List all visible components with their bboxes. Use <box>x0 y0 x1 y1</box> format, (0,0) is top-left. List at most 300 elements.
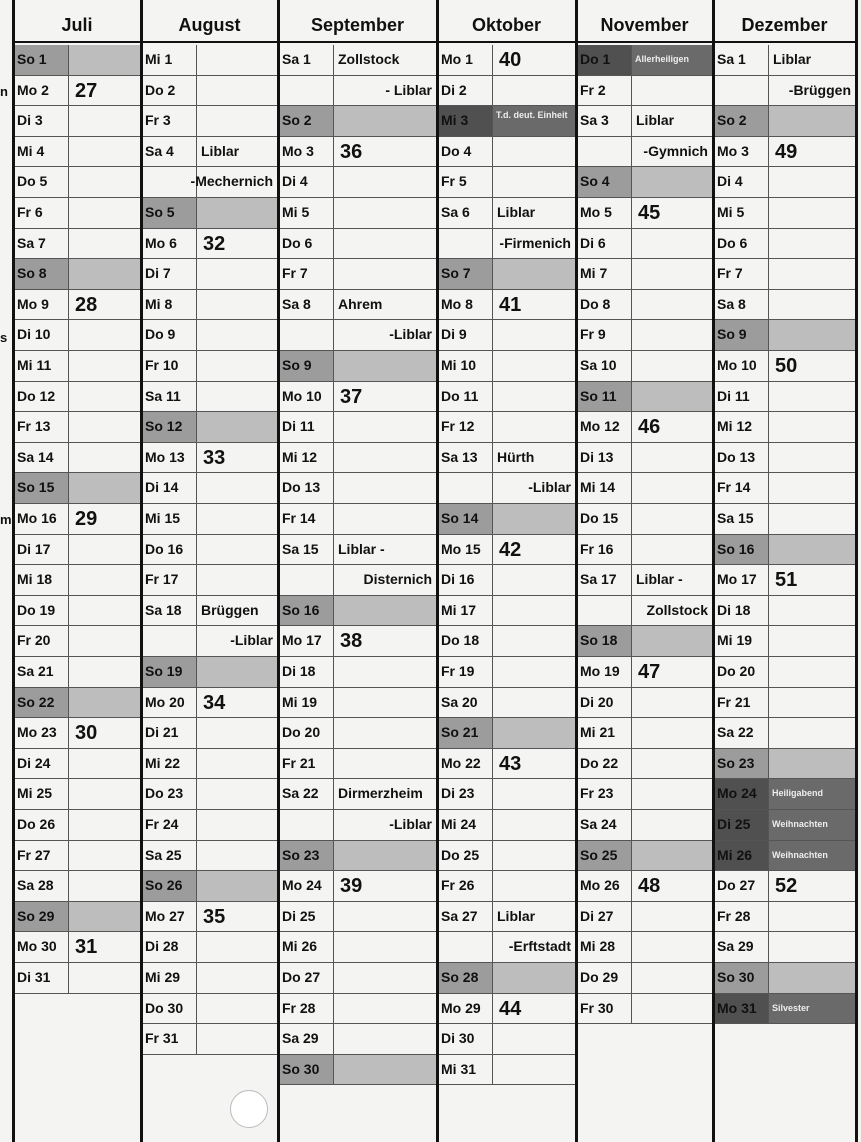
day-row <box>279 76 436 107</box>
day-label: Sa 8 <box>714 290 769 320</box>
event-note: Liblar <box>497 907 536 924</box>
day-row <box>14 443 140 474</box>
event-note <box>632 994 712 1024</box>
event-note <box>632 810 712 840</box>
day-label: So 11 <box>577 382 632 412</box>
day-row <box>714 45 855 76</box>
day-row <box>714 718 855 749</box>
day-label: Do 25 <box>438 841 493 871</box>
event-note: -Gymnich <box>643 142 708 159</box>
day-row <box>438 443 575 474</box>
day-label: Di 11 <box>714 382 769 412</box>
day-label: Fr 31 <box>142 1024 197 1054</box>
day-row <box>14 963 140 994</box>
week-number: 27 <box>75 79 98 102</box>
day-label: Mo 6 <box>142 229 197 259</box>
column-divider <box>575 0 578 1142</box>
day-label: Fr 20 <box>14 626 69 656</box>
day-label: Mi 19 <box>714 626 769 656</box>
event-note <box>493 871 575 901</box>
day-label: Di 25 <box>279 902 334 932</box>
day-label: Fr 9 <box>577 320 632 350</box>
day-row <box>438 810 575 841</box>
event-note <box>769 963 855 993</box>
day-row <box>279 932 436 963</box>
event-note <box>769 412 855 442</box>
day-row <box>438 718 575 749</box>
day-row <box>438 994 575 1025</box>
day-row <box>142 76 277 107</box>
event-note <box>197 351 277 381</box>
event-note <box>493 841 575 871</box>
day-row <box>142 749 277 780</box>
day-row <box>577 596 712 627</box>
event-note <box>69 596 140 626</box>
day-row <box>14 902 140 933</box>
day-row <box>279 412 436 443</box>
day-label: So 23 <box>279 841 334 871</box>
event-note <box>632 443 712 473</box>
day-label: Sa 29 <box>714 932 769 962</box>
day-label: Fr 21 <box>714 688 769 718</box>
day-label: So 21 <box>438 718 493 748</box>
month-column-august <box>142 0 277 1142</box>
event-note <box>334 106 436 136</box>
day-row <box>279 657 436 688</box>
event-note: Liblar <box>773 51 812 67</box>
day-label: Sa 10 <box>577 351 632 381</box>
day-label: Mi 10 <box>438 351 493 381</box>
day-label: Mo 20 <box>142 688 197 718</box>
day-label: Fr 3 <box>142 106 197 136</box>
day-label: Mi 26 <box>714 841 769 871</box>
day-row <box>142 412 277 443</box>
event-note <box>769 167 855 197</box>
event-note <box>197 320 277 350</box>
event-note <box>493 320 575 350</box>
month-header: August <box>142 7 277 43</box>
event-note <box>334 749 436 779</box>
event-note <box>632 841 712 871</box>
day-label: Fr 7 <box>279 259 334 289</box>
day-row <box>714 137 855 168</box>
day-label: Sa 15 <box>279 535 334 565</box>
week-number: 48 <box>638 875 661 898</box>
day-label: Do 26 <box>14 810 69 840</box>
event-note <box>69 259 140 289</box>
event-note <box>632 351 712 381</box>
day-row <box>279 229 436 260</box>
day-row <box>142 443 277 474</box>
day-label: Do 11 <box>438 382 493 412</box>
day-label: So 2 <box>714 106 769 136</box>
day-label: Sa 22 <box>279 779 334 809</box>
day-label: Di 6 <box>577 229 632 259</box>
event-note <box>769 320 855 350</box>
day-label: So 28 <box>438 963 493 993</box>
day-row <box>279 45 436 76</box>
month-header: Juli <box>14 7 140 43</box>
event-note <box>769 443 855 473</box>
event-note <box>69 137 140 167</box>
event-note: -Liblar <box>528 479 571 496</box>
event-note: Hürth <box>497 448 535 465</box>
event-note <box>769 504 855 534</box>
day-label: Di 10 <box>14 320 69 350</box>
event-note <box>197 963 277 993</box>
event-note <box>769 198 855 228</box>
event-note <box>632 229 712 259</box>
event-note <box>769 932 855 962</box>
month-header: Oktober <box>438 7 575 43</box>
event-note <box>493 688 575 718</box>
event-note: Liblar <box>636 112 675 129</box>
day-row <box>438 841 575 872</box>
day-row <box>14 167 140 198</box>
day-row <box>279 198 436 229</box>
day-row <box>577 565 712 596</box>
day-label: Mo 31 <box>714 994 769 1024</box>
event-note <box>769 657 855 687</box>
day-label: So 16 <box>279 596 334 626</box>
event-note <box>197 106 277 136</box>
event-note <box>769 718 855 748</box>
day-row <box>279 320 436 351</box>
event-note <box>769 902 855 932</box>
day-label: Do 23 <box>142 779 197 809</box>
day-row <box>14 718 140 749</box>
day-row <box>14 198 140 229</box>
event-note <box>493 351 575 381</box>
event-note <box>769 290 855 320</box>
event-note: Brüggen <box>201 601 259 618</box>
day-label: Fr 28 <box>279 994 334 1024</box>
day-label: Sa 20 <box>438 688 493 718</box>
day-label: So 15 <box>14 473 69 503</box>
day-row <box>279 382 436 413</box>
event-note <box>334 229 436 259</box>
day-row <box>279 779 436 810</box>
event-note <box>69 657 140 687</box>
day-row <box>142 871 277 902</box>
day-label: Do 30 <box>142 994 197 1024</box>
day-row <box>438 229 575 260</box>
day-label: So 5 <box>142 198 197 228</box>
column-divider <box>712 0 715 1142</box>
holiday-label: Allerheiligen <box>632 45 712 75</box>
event-note <box>334 351 436 381</box>
day-row <box>14 810 140 841</box>
day-label: Di 14 <box>142 473 197 503</box>
event-note <box>632 320 712 350</box>
day-row <box>577 779 712 810</box>
column-divider <box>12 0 15 1142</box>
day-label: Mo 24 <box>714 779 769 809</box>
day-row <box>438 504 575 535</box>
event-note: Disternich <box>363 571 432 588</box>
event-note <box>334 504 436 534</box>
day-label: Di 25 <box>714 810 769 840</box>
day-label: So 29 <box>14 902 69 932</box>
day-label: Sa 7 <box>14 229 69 259</box>
event-note <box>197 504 277 534</box>
day-label: Do 27 <box>279 963 334 993</box>
event-note <box>197 718 277 748</box>
day-label: Mo 15 <box>438 535 493 565</box>
event-note <box>493 412 575 442</box>
day-row <box>714 290 855 321</box>
day-label: Sa 22 <box>714 718 769 748</box>
event-note: -Mechernich <box>190 173 273 190</box>
day-label: Mo 13 <box>142 443 197 473</box>
event-note: Liblar <box>497 204 536 220</box>
event-note <box>769 259 855 289</box>
event-note <box>69 351 140 381</box>
day-label: Sa 21 <box>14 657 69 687</box>
event-note <box>334 167 436 197</box>
day-label: Do 1 <box>577 45 632 75</box>
day-label: Di 3 <box>14 106 69 136</box>
day-row <box>279 473 436 504</box>
event-note <box>493 382 575 412</box>
day-label: Di 7 <box>142 259 197 289</box>
event-note <box>197 473 277 503</box>
event-note <box>69 443 140 473</box>
event-note <box>69 320 140 350</box>
day-row <box>714 657 855 688</box>
day-row <box>14 259 140 290</box>
event-note: -Liblar <box>230 632 273 649</box>
week-number: 41 <box>499 293 522 316</box>
day-row <box>142 902 277 933</box>
holiday-label: T.d. deut. Einheit <box>493 106 575 136</box>
event-note <box>69 382 140 412</box>
day-row <box>14 596 140 627</box>
day-label: Sa 13 <box>438 443 493 473</box>
day-row <box>279 994 436 1025</box>
day-row <box>279 902 436 933</box>
day-label: Fr 2 <box>577 76 632 106</box>
day-row <box>14 382 140 413</box>
day-row <box>438 382 575 413</box>
day-row <box>279 535 436 566</box>
event-note <box>493 657 575 687</box>
day-label: Do 13 <box>279 473 334 503</box>
week-number: 38 <box>340 630 363 653</box>
day-row <box>142 779 277 810</box>
day-row <box>714 198 855 229</box>
day-row <box>438 596 575 627</box>
event-note <box>493 626 575 656</box>
day-label: Di 16 <box>438 565 493 595</box>
day-label: Di 31 <box>14 963 69 993</box>
day-label: Mo 3 <box>279 137 334 167</box>
day-row <box>14 504 140 535</box>
day-label: Mo 27 <box>142 902 197 932</box>
event-note <box>334 841 436 871</box>
event-note <box>769 626 855 656</box>
event-note <box>334 443 436 473</box>
day-row <box>714 535 855 566</box>
day-row <box>577 535 712 566</box>
event-note <box>632 626 712 656</box>
event-note <box>69 473 140 503</box>
day-row <box>577 963 712 994</box>
day-label: Mi 25 <box>14 779 69 809</box>
month-header: September <box>279 7 436 43</box>
day-label: Fr 26 <box>438 871 493 901</box>
day-label: Mi 14 <box>577 473 632 503</box>
day-row <box>438 473 575 504</box>
day-label: Mo 16 <box>14 504 69 534</box>
day-row <box>714 596 855 627</box>
day-row <box>438 565 575 596</box>
event-note <box>334 596 436 626</box>
day-label: So 26 <box>142 871 197 901</box>
week-number: 46 <box>638 416 661 439</box>
event-note <box>632 259 712 289</box>
day-label: So 12 <box>142 412 197 442</box>
day-row <box>142 810 277 841</box>
day-row <box>279 1055 436 1086</box>
event-note <box>769 535 855 565</box>
day-row <box>577 382 712 413</box>
day-label: Sa 29 <box>279 1024 334 1054</box>
day-row <box>142 994 277 1025</box>
day-row <box>714 106 855 137</box>
day-label: So 25 <box>577 841 632 871</box>
day-label: Di 20 <box>577 688 632 718</box>
day-row <box>14 626 140 657</box>
day-label: Mo 17 <box>714 565 769 595</box>
day-row <box>279 565 436 596</box>
day-label: Do 16 <box>142 535 197 565</box>
week-number: 37 <box>340 385 363 408</box>
event-note <box>334 657 436 687</box>
day-row <box>438 963 575 994</box>
week-number: 45 <box>638 202 661 224</box>
event-note <box>69 810 140 840</box>
event-note <box>197 810 277 840</box>
day-label: Mo 5 <box>577 198 632 228</box>
day-row <box>142 229 277 260</box>
event-note <box>334 994 436 1024</box>
event-note <box>69 565 140 595</box>
day-label: Mo 23 <box>14 718 69 748</box>
day-row <box>438 1055 575 1086</box>
day-label: Sa 6 <box>438 198 493 228</box>
day-row <box>714 259 855 290</box>
event-note <box>334 1024 436 1054</box>
day-row <box>577 76 712 107</box>
day-label: Fr 30 <box>577 994 632 1024</box>
day-row <box>142 382 277 413</box>
day-label: Mo 29 <box>438 994 493 1024</box>
day-row <box>279 137 436 168</box>
event-note <box>493 963 575 993</box>
day-label: Mi 3 <box>438 106 493 136</box>
day-row <box>438 626 575 657</box>
day-label: Do 12 <box>14 382 69 412</box>
day-label: So 19 <box>142 657 197 687</box>
day-row <box>279 167 436 198</box>
day-row <box>142 596 277 627</box>
holiday-label: Silvester <box>769 994 855 1024</box>
day-row <box>714 504 855 535</box>
day-row <box>279 259 436 290</box>
event-note <box>69 167 140 197</box>
day-label: Mi 19 <box>279 688 334 718</box>
day-row <box>142 45 277 76</box>
event-note <box>632 902 712 932</box>
event-note <box>632 749 712 779</box>
day-label: Do 22 <box>577 749 632 779</box>
week-number: 31 <box>75 936 98 959</box>
day-row <box>142 167 277 198</box>
day-label: Mo 19 <box>577 657 632 687</box>
event-note: -Erftstadt <box>508 938 571 955</box>
week-number: 35 <box>203 905 226 928</box>
event-note <box>69 198 140 228</box>
event-note <box>69 229 140 259</box>
day-row <box>577 932 712 963</box>
day-row <box>279 871 436 902</box>
day-label: Di 9 <box>438 320 493 350</box>
day-label: Mi 5 <box>714 198 769 228</box>
day-row <box>714 688 855 719</box>
month-header: Dezember <box>714 7 855 43</box>
day-row <box>142 932 277 963</box>
day-row <box>142 626 277 657</box>
week-number: 32 <box>203 232 226 255</box>
day-label: Sa 4 <box>142 137 197 167</box>
day-row <box>438 871 575 902</box>
day-label: Mi 22 <box>142 749 197 779</box>
event-note <box>197 45 277 75</box>
event-note <box>69 779 140 809</box>
event-note <box>493 1055 575 1085</box>
day-row <box>714 76 855 107</box>
event-note <box>197 565 277 595</box>
event-note <box>632 504 712 534</box>
day-label: Do 15 <box>577 504 632 534</box>
day-label: Sa 25 <box>142 841 197 871</box>
month-header: November <box>577 7 712 43</box>
event-note <box>493 718 575 748</box>
day-row <box>714 994 855 1025</box>
day-row <box>279 841 436 872</box>
day-label: Mi 5 <box>279 198 334 228</box>
day-row <box>577 45 712 76</box>
day-label: So 16 <box>714 535 769 565</box>
day-row <box>577 229 712 260</box>
event-note <box>69 963 140 993</box>
day-label: Fr 13 <box>14 412 69 442</box>
day-row <box>577 626 712 657</box>
day-row <box>577 902 712 933</box>
day-label: Sa 18 <box>142 596 197 626</box>
event-note <box>197 382 277 412</box>
day-label: Fr 7 <box>714 259 769 289</box>
week-number: 50 <box>775 355 798 377</box>
event-note <box>69 535 140 565</box>
day-row <box>714 229 855 260</box>
day-row <box>14 688 140 719</box>
event-note <box>197 932 277 962</box>
day-label: Fr 10 <box>142 351 197 381</box>
day-label: Di 2 <box>438 76 493 106</box>
day-row <box>142 963 277 994</box>
